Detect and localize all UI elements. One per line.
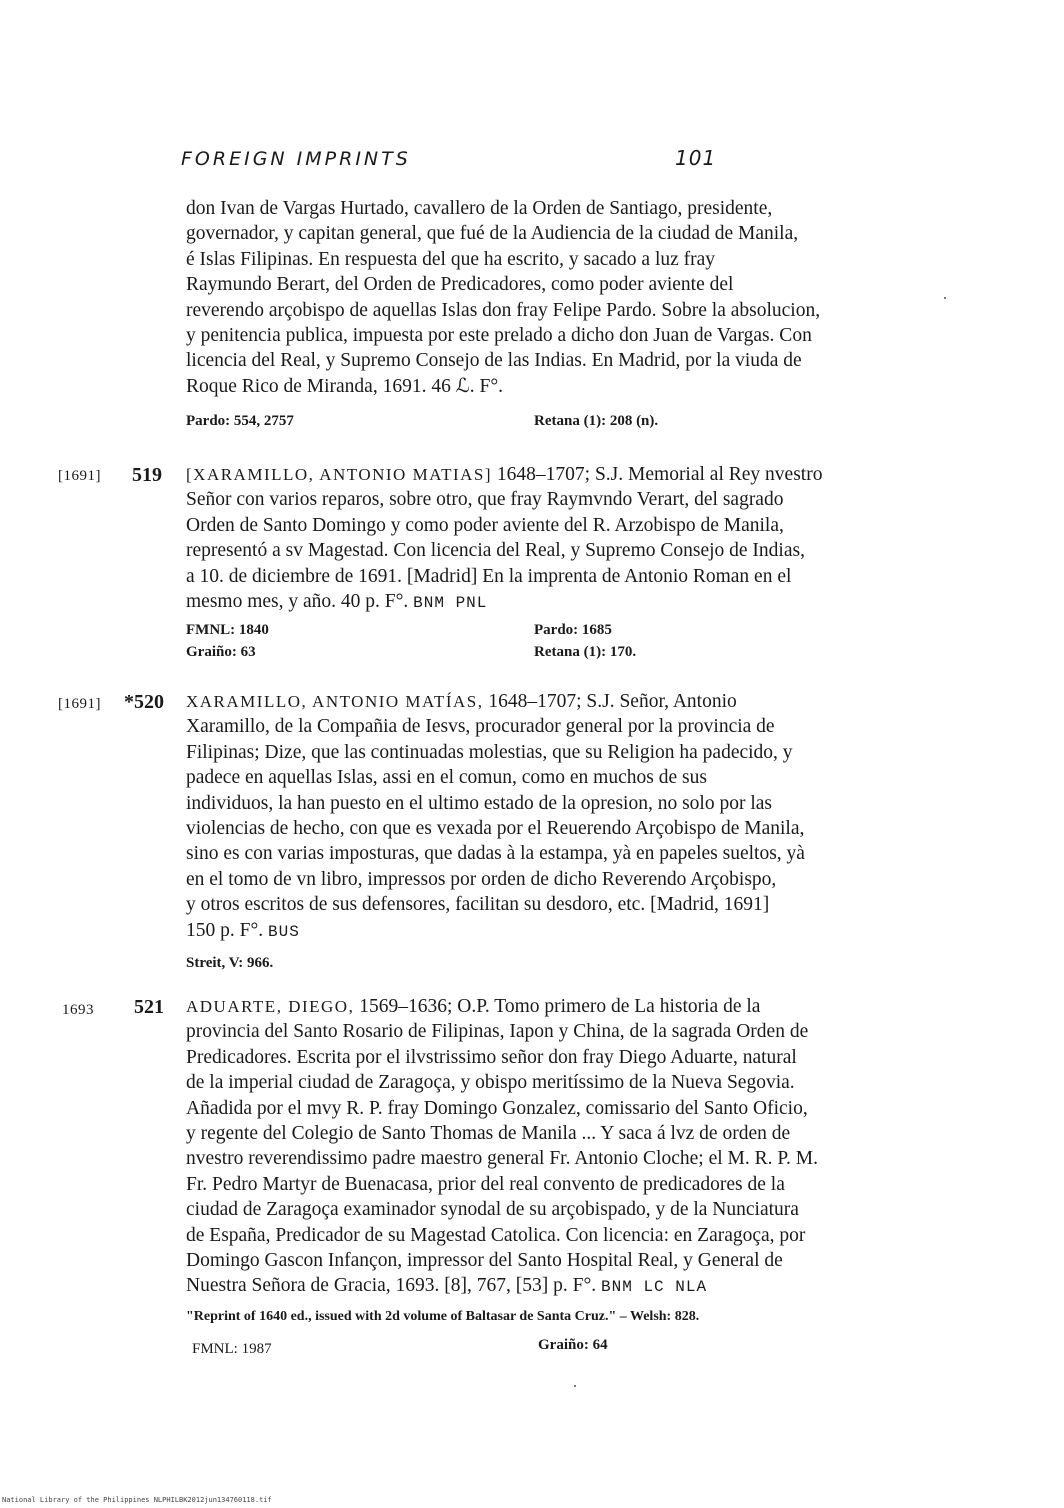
- entry-title-line: Predicadores. Escrita por el ilvstrissimo señor don fray Diego Aduarte, natural: [186, 1046, 797, 1068]
- continuation-line: é Islas Filipinas. En respuesta del que ha escrito, y sacado a luz fray: [186, 248, 716, 270]
- entry-title-line: Señor con varios reparos, sobre otro, que fray Raymvndo Verart, del sagrado: [186, 489, 784, 511]
- entry-title-line: violencias de hecho, con que es vexada por el Reuerendo Arçobispo de Manila,: [186, 818, 805, 840]
- entry-dates: 1569–1636; O.P.: [359, 996, 490, 1017]
- holding-libraries: BNM LC NLA: [601, 1278, 708, 1297]
- entry-author: [XARAMILLO, ANTONIO MATIAS]: [186, 465, 493, 484]
- scan-speck: [944, 297, 946, 299]
- entry-dates: 1648–1707; S.J.: [488, 691, 615, 712]
- continuation-line: governador, y capitan general, que fué de la Audiencia de la ciudad de Manila,: [186, 223, 799, 245]
- entry-title-line: padece en aquellas Islas, assi en el comun, como en muchos de sus: [186, 767, 707, 789]
- page-number: 101: [675, 146, 717, 170]
- citation: FMNL: 1840: [186, 622, 269, 638]
- entry-text: [186, 994, 866, 1301]
- entry-title-line: Xaramillo, de la Compañia de Iesvs, procurador general por la provincia de: [186, 716, 775, 738]
- continuation-line: Roque Rico de Miranda, 1691. 46 ℒ. F°.: [186, 375, 504, 397]
- entry-title-line: provincia del Santo Rosario de Filipinas, Iapon y China, de la sagrada Orden de: [186, 1021, 809, 1043]
- continuation-line: reverendo arçobispo de aquellas Islas don fray Felipe Pardo. Sobre la absolucion,: [186, 299, 821, 321]
- citation: Graiño: 64: [538, 1337, 608, 1353]
- entry-text: [186, 689, 866, 945]
- continuation-line: licencia del Real, y Supremo Consejo de las Indias. En Madrid, por la viuda de: [186, 350, 802, 372]
- entry-text: [186, 462, 866, 616]
- entry-number: *520: [124, 691, 164, 713]
- running-title: FOREIGN IMPRINTS: [181, 148, 411, 170]
- entry-title-line: de la imperial ciudad de Zaragoça, y obispo meritíssimo de la Nueva Segovia.: [186, 1072, 795, 1094]
- scan-footer: National Library of the Philippines NLPHILBK2012jun134760118.tif: [2, 1496, 272, 1504]
- entry-title-line: mesmo mes, y año. 40 p. F°.: [186, 591, 409, 613]
- entry-title-line: representó a sv Magestad. Con licencia del Real, y Supremo Consejo de Indias,: [186, 540, 805, 562]
- entry-title-line: nvestro reverendissimo padre maestro general Fr. Antonio Cloche; el M. R. P. M.: [186, 1148, 819, 1170]
- continuation-line: Raymundo Berart, del Orden de Predicadores, como poder aviente del: [186, 274, 734, 296]
- entry-title-line: Domingo Gascon Infançon, impressor del Santo Hospital Real, y General de: [186, 1250, 783, 1272]
- entry-title-line: Señor, Antonio: [619, 691, 737, 712]
- entry-title-line: Tomo primero de La historia de la: [494, 996, 761, 1017]
- entry-title-line: 150 p. F°.: [186, 919, 264, 941]
- entry-author: XARAMILLO, ANTONIO MATÍAS,: [186, 692, 484, 711]
- entry-author: ADUARTE, DIEGO,: [186, 997, 355, 1016]
- entry-citations: [186, 1306, 866, 1356]
- citation: FMNL: 1987: [192, 1341, 272, 1357]
- entry-number: 521: [134, 996, 164, 1018]
- citation: Retana (1): 170.: [534, 644, 637, 660]
- holding-libraries: BUS: [268, 922, 300, 941]
- bibliographic-note: "Reprint of 1640 ed., issued with 2d volume of Baltasar de Santa Cruz." – Welsh: 828.: [186, 1309, 700, 1324]
- citation: Graiño: 63: [186, 644, 256, 660]
- continuation-text: [186, 196, 866, 399]
- continuation-line: don Ivan de Vargas Hurtado, cavallero de la Orden de Santiago, presidente,: [186, 198, 773, 219]
- entry-number: 519: [132, 464, 162, 486]
- holding-libraries: BNM PNL: [413, 594, 488, 613]
- citation: Pardo: 554, 2757: [186, 413, 294, 429]
- entry-title-line: de España, Predicador de su Magestad Catolica. Con licencia: en Zaragoça, por: [186, 1224, 806, 1246]
- entry-title-line: sino es con varias imposturas, que dadas à la estampa, yà en papeles sueltos, yà: [186, 843, 805, 865]
- entry-title-line: Filipinas; Dize, que las continuadas molestias, que su Religion ha padecido, y: [186, 741, 793, 763]
- citation: Retana (1): 208 (n).: [534, 413, 659, 429]
- entry-year: 1693: [62, 1002, 94, 1018]
- entry-title-line: en el tomo de vn libro, impressos por orden de dicho Reverendo Arçobispo,: [186, 868, 777, 890]
- entry-title-line: ciudad de Zaragoça examinador synodal de su arçobispado, y de la Nunciatura: [186, 1199, 799, 1221]
- entry-dates: 1648–1707; S.J.: [496, 464, 624, 485]
- continuation-line: y penitencia publica, impuesta por este prelado a dicho don Juan de Vargas. Con: [186, 325, 812, 347]
- entry-year: [1691]: [58, 468, 101, 484]
- entry-title-line: Nuestra Señora de Gracia, 1693. [8], 767, [53] p. F°.: [186, 1275, 597, 1297]
- entry-title-line: y otros escritos de sus defensores, facilitan su desdoro, etc. [Madrid, 1691]: [186, 894, 770, 916]
- entry-title-line: individuos, la han puesto en el ultimo estado de la opresion, no solo por las: [186, 792, 772, 814]
- citation: Streit, V: 966.: [186, 955, 274, 971]
- entry-year: [1691]: [58, 696, 101, 712]
- entry-title-line: Memorial al Rey nvestro: [628, 464, 823, 485]
- entry-title-line: Fr. Pedro Martyr de Buenacasa, prior del real convento de predicadores de la: [186, 1173, 785, 1195]
- entry-title-line: Añadida por el mvy R. P. fray Domingo Gonzalez, comissario del Santo Oficio,: [186, 1097, 808, 1119]
- entry-title-line: y regente del Colegio de Santo Thomas de Manila ... Y saca á lvz de orden de: [186, 1123, 791, 1145]
- scan-speck: [574, 1385, 576, 1387]
- citation: Pardo: 1685: [534, 622, 612, 638]
- entry-title-line: a 10. de diciembre de 1691. [Madrid] En la imprenta de Antonio Roman en el: [186, 565, 792, 587]
- entry-citations: [186, 619, 866, 663]
- entry-title-line: Orden de Santo Domingo y como poder aviente del R. Arzobispo de Manila,: [186, 514, 784, 536]
